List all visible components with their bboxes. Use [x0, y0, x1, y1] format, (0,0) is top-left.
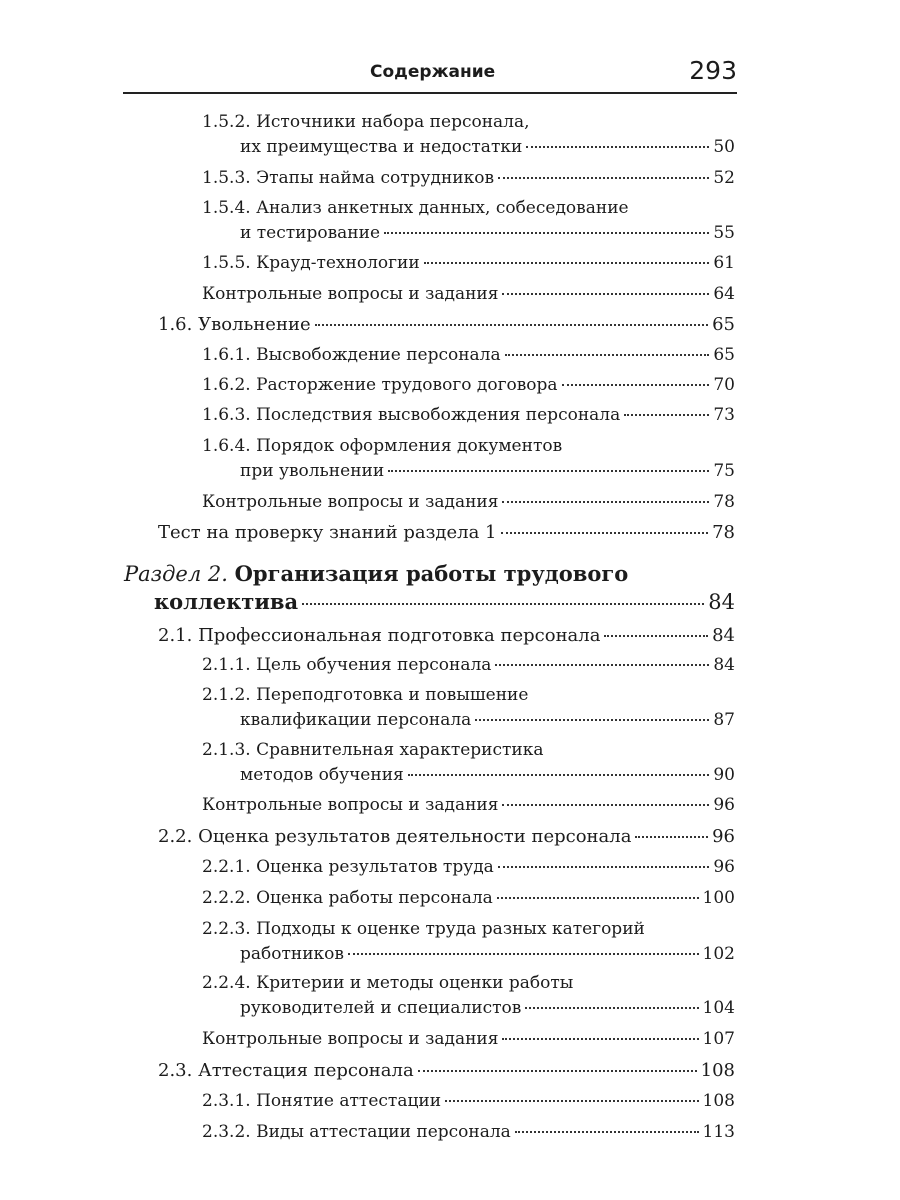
- toc-number: 2.1.3.: [202, 740, 251, 760]
- dot-leader: [475, 718, 709, 721]
- toc-page: 75: [713, 461, 735, 481]
- dot-leader: [445, 1099, 698, 1102]
- toc-entry-2-1-2: [202, 683, 735, 733]
- header-title: Содержание: [370, 62, 496, 82]
- toc-entry-section-2: [124, 560, 735, 616]
- dot-leader: [348, 952, 699, 955]
- toc-number: 2.3.: [158, 1060, 193, 1081]
- toc-page: 65: [712, 314, 735, 335]
- toc-entry-2-2-3: [202, 917, 735, 967]
- dot-leader: [302, 602, 704, 605]
- toc-number: 2.2.2.: [202, 888, 251, 908]
- toc-number: 1.6.2.: [202, 375, 251, 395]
- toc-number: 2.2.1.: [202, 857, 251, 877]
- toc-number: 2.2.: [158, 826, 193, 847]
- dot-leader: [604, 634, 708, 637]
- dot-leader: [418, 1069, 697, 1072]
- toc-page: 90: [713, 765, 735, 785]
- toc-page: 108: [702, 1091, 735, 1111]
- toc-entry-1-5-5: [202, 251, 735, 276]
- toc-title: Расторжение трудового договора: [256, 375, 558, 395]
- header-page-number: 293: [689, 56, 737, 85]
- section-title: Организация работы трудового: [234, 561, 629, 586]
- section-title-continued: коллектива: [154, 589, 299, 614]
- toc-number: 1.6.: [158, 314, 193, 335]
- toc-entry-2-1-3: [202, 738, 735, 788]
- toc-number: 1.5.5.: [202, 253, 251, 273]
- dot-leader: [502, 500, 709, 503]
- toc-title-continued: руководителей и специалистов: [240, 998, 522, 1018]
- toc-entry-questions-2-2: [202, 1027, 735, 1052]
- toc-number: 2.3.2.: [202, 1122, 251, 1142]
- toc-title-continued: их преимущества и недостатки: [240, 137, 523, 157]
- toc-title: Источники набора персонала,: [256, 112, 530, 132]
- toc-page: 64: [713, 284, 735, 304]
- dot-leader: [526, 145, 709, 148]
- toc-entry-2-2: [158, 824, 735, 849]
- dot-leader: [525, 1006, 698, 1009]
- dot-leader: [498, 176, 709, 179]
- dot-leader: [515, 1130, 699, 1133]
- toc-number: 1.6.4.: [202, 436, 251, 456]
- toc-number: 1.5.3.: [202, 168, 251, 188]
- toc-title: Профессиональная подготовка персонала: [198, 625, 601, 646]
- toc-page: 107: [702, 1029, 735, 1049]
- toc-entry-questions-1-5: [202, 282, 735, 307]
- toc-page: 96: [713, 795, 735, 815]
- dot-leader: [501, 531, 709, 534]
- dot-leader: [424, 261, 710, 264]
- toc-page: 87: [713, 710, 735, 730]
- dot-leader: [505, 353, 710, 356]
- toc-number: 2.3.1.: [202, 1091, 251, 1111]
- toc-title: Контрольные вопросы и задания: [202, 492, 499, 512]
- toc-entry-2-3-2: [202, 1120, 735, 1145]
- toc-number: 1.6.1.: [202, 345, 251, 365]
- dot-leader: [624, 413, 709, 416]
- toc-entry-questions-2-1: [202, 793, 735, 818]
- toc-title-continued: методов обучения: [240, 765, 404, 785]
- toc-title: Переподготовка и повышение: [256, 685, 529, 705]
- toc-page: 96: [713, 857, 735, 877]
- toc-number: 1.5.4.: [202, 198, 251, 218]
- toc-title: Виды аттестации персонала: [256, 1122, 511, 1142]
- toc-page: 52: [713, 168, 735, 188]
- toc-title-continued: квалификации персонала: [240, 710, 472, 730]
- toc-entry-2-2-1: [202, 855, 735, 880]
- toc-entry-1-5-3: [202, 166, 735, 191]
- section-prefix: Раздел 2.: [124, 562, 228, 586]
- toc-title: Сравнительная характеристика: [256, 740, 544, 760]
- dot-leader: [408, 773, 710, 776]
- dot-leader: [388, 469, 709, 472]
- dot-leader: [495, 663, 709, 666]
- toc-title: Последствия высвобождения персонала: [256, 405, 621, 425]
- toc-number: 1.6.3.: [202, 405, 251, 425]
- toc-number: 2.2.4.: [202, 973, 251, 993]
- toc-page: 104: [702, 998, 735, 1018]
- toc-title: Критерии и методы оценки работы: [256, 973, 574, 993]
- toc-entry-questions-1-6: [202, 490, 735, 515]
- toc-title: Понятие аттестации: [256, 1091, 442, 1111]
- toc-page: 65: [713, 345, 735, 365]
- toc-title: Этапы найма сотрудников: [256, 168, 495, 188]
- toc-entry-1-6-2: [202, 373, 735, 398]
- dot-leader: [502, 292, 709, 295]
- toc-page: 108: [700, 1060, 735, 1081]
- toc-number: 2.2.3.: [202, 919, 251, 939]
- dot-leader: [562, 383, 710, 386]
- toc-entry-1-5-4: [202, 196, 735, 246]
- toc-page: 100: [702, 888, 735, 908]
- toc-entry-1-6-3: [202, 403, 735, 428]
- toc-number: 2.1.: [158, 625, 193, 646]
- toc-title-continued: и тестирование: [240, 223, 381, 243]
- toc-page: 70: [713, 375, 735, 395]
- toc-title: Оценка результатов труда: [256, 857, 494, 877]
- dot-leader: [502, 803, 709, 806]
- dot-leader: [497, 896, 699, 899]
- dot-leader: [498, 865, 710, 868]
- toc-page: 84: [713, 655, 735, 675]
- toc-page: 55: [713, 223, 735, 243]
- toc-page: 102: [702, 944, 735, 964]
- toc-title: Крауд-технологии: [256, 253, 420, 273]
- dot-leader: [635, 835, 708, 838]
- toc-entry-1-6-4: [202, 434, 735, 484]
- toc-title: Анализ анкетных данных, собеседование: [256, 198, 629, 218]
- toc-entry-1-6: [158, 312, 735, 337]
- toc-title-continued: при увольнении: [240, 461, 385, 481]
- toc-page: 50: [713, 137, 735, 157]
- running-header: [123, 56, 737, 94]
- dot-leader: [502, 1037, 698, 1040]
- toc-title: Контрольные вопросы и задания: [202, 795, 499, 815]
- toc-entry-test-section-1: [158, 520, 735, 545]
- toc-entry-2-1-1: [202, 653, 735, 678]
- toc-page: 84: [712, 625, 735, 646]
- toc-entry-2-3: [158, 1058, 735, 1083]
- toc-title: Контрольные вопросы и задания: [202, 284, 499, 304]
- toc-page: 113: [702, 1122, 735, 1142]
- dot-leader: [315, 323, 708, 326]
- toc-page: 78: [713, 492, 735, 512]
- toc-entry-1-5-2: [202, 110, 735, 160]
- toc-page: 73: [713, 405, 735, 425]
- toc-entry-2-2-4: [202, 971, 735, 1021]
- toc-title: Тест на проверку знаний раздела 1: [158, 522, 497, 543]
- toc-page: 78: [712, 522, 735, 543]
- toc-number: 2.1.1.: [202, 655, 251, 675]
- toc-entry-2-3-1: [202, 1089, 735, 1114]
- toc-number: 2.1.2.: [202, 685, 251, 705]
- toc-title: Оценка работы персонала: [256, 888, 493, 908]
- toc-title: Подходы к оценке труда разных категорий: [256, 919, 645, 939]
- toc-number: 1.5.2.: [202, 112, 251, 132]
- dot-leader: [384, 231, 709, 234]
- toc-entry-1-6-1: [202, 343, 735, 368]
- toc-page: 84: [708, 590, 735, 614]
- toc-title: Порядок оформления документов: [256, 436, 563, 456]
- toc-title: Контрольные вопросы и задания: [202, 1029, 499, 1049]
- toc-page: 61: [713, 253, 735, 273]
- toc-title: Аттестация персонала: [198, 1060, 414, 1081]
- toc-entry-2-1: [158, 623, 735, 648]
- toc-entry-2-2-2: [202, 886, 735, 911]
- toc-page: 96: [712, 826, 735, 847]
- toc-title: Оценка результатов деятельности персонала: [198, 826, 632, 847]
- toc-title: Увольнение: [198, 314, 311, 335]
- toc-title: Высвобождение персонала: [256, 345, 501, 365]
- toc-title: Цель обучения персонала: [256, 655, 492, 675]
- toc-title-continued: работников: [240, 944, 344, 964]
